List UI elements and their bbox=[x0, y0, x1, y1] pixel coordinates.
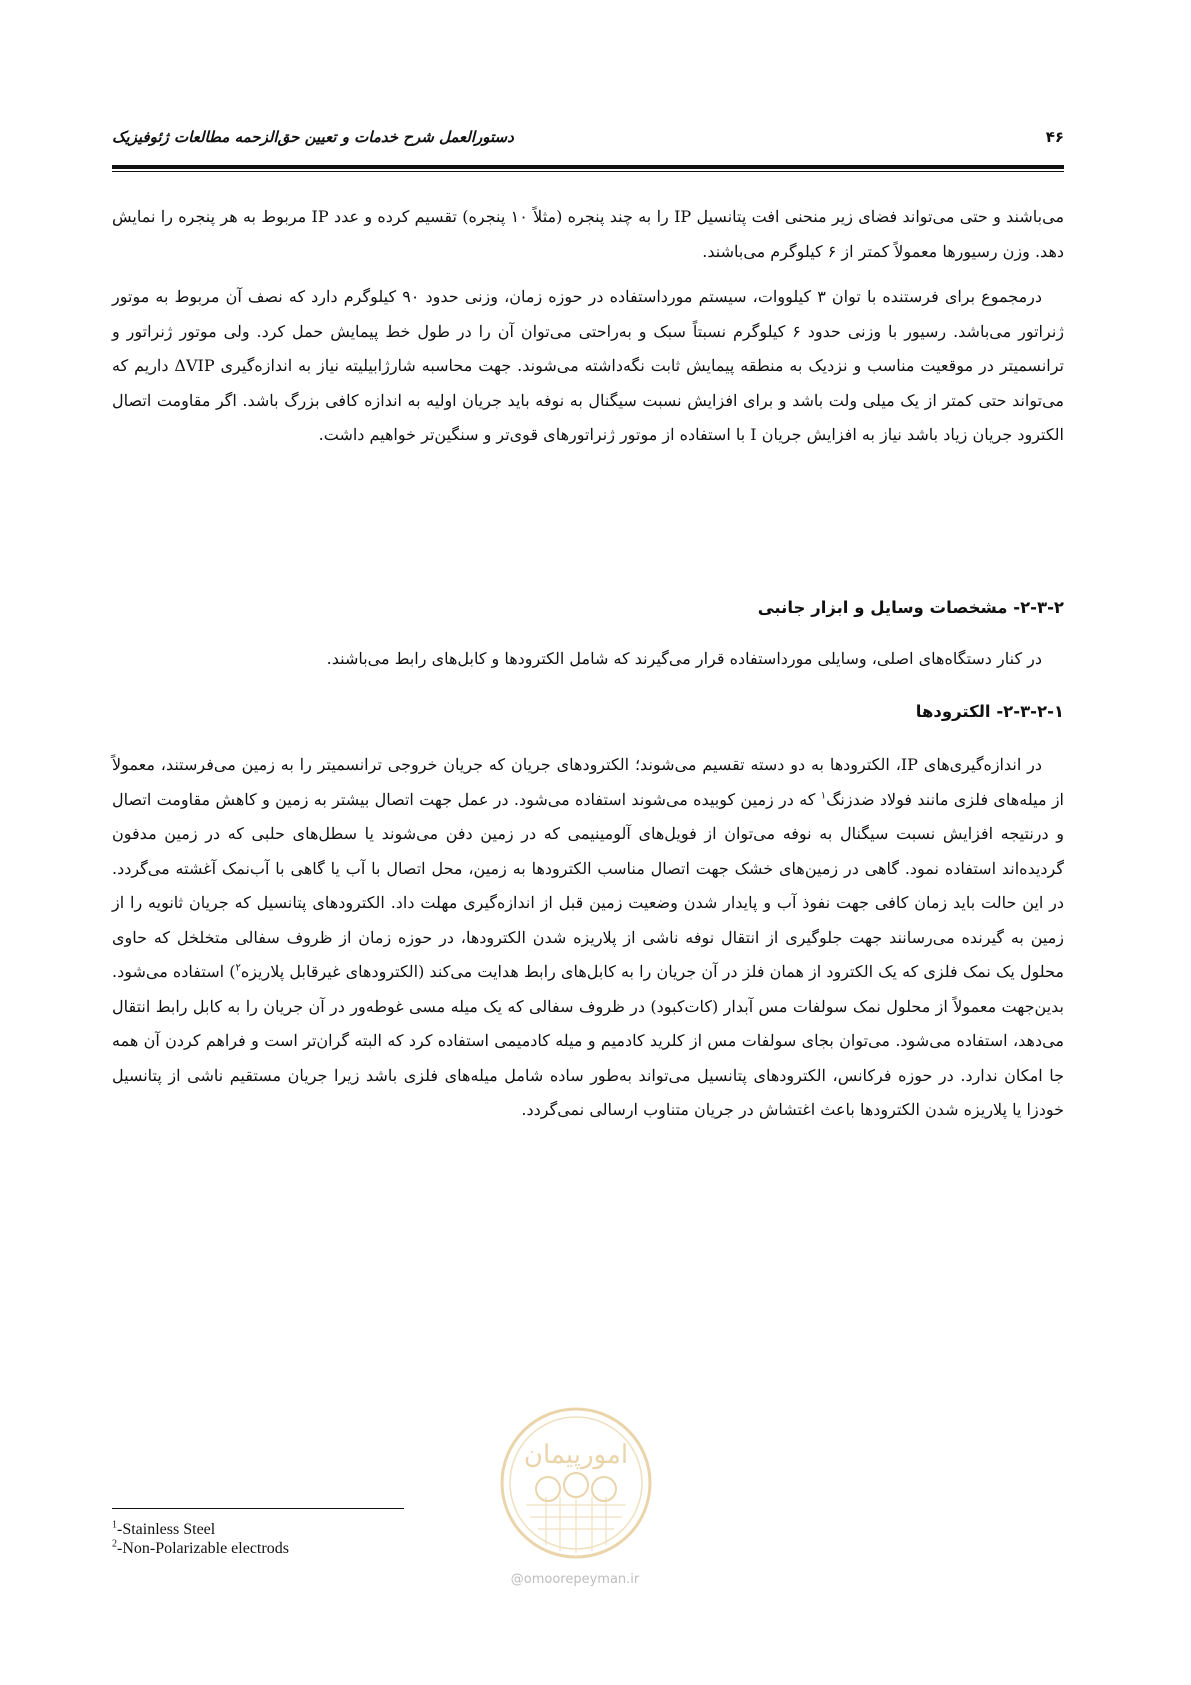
paragraph-2 bbox=[112, 280, 1064, 453]
section-heading-block bbox=[112, 598, 1064, 617]
seal-text: امورپیمان bbox=[523, 1440, 629, 1470]
watermark-caption: @omoorepeyman.ir bbox=[510, 1572, 640, 1587]
paragraph-1-block bbox=[112, 200, 1064, 269]
footnote-2-text: -Non-Polarizable electrods bbox=[117, 1540, 289, 1557]
paragraph-3 bbox=[112, 642, 1064, 677]
page-number: ۴۶ bbox=[1045, 128, 1064, 146]
paragraph-2-block bbox=[112, 280, 1064, 453]
subsection-heading: ۲-۳-۲-۱- الکترودها bbox=[915, 702, 1064, 721]
footnote-1-text: -Stainless Steel bbox=[117, 1521, 216, 1538]
footnote-2-number: 2 bbox=[112, 1538, 117, 1550]
footnote-2 bbox=[112, 1539, 289, 1558]
watermark-logo bbox=[498, 1405, 654, 1561]
seal-icon bbox=[498, 1405, 654, 1561]
section-heading: ۲-۳-۲- مشخصات وسایل و ابزار جانبی bbox=[757, 598, 1064, 617]
paragraph-4-text-a: در اندازه‌گیری‌های IP، الکترودها به دو دسته تقسیم می‌شوند؛ الکترودهای جریان که جریان خروجی ترانسمیتر را به زمین می‌فرستند، معمولاً از میله‌های فلزی مانند فولاد ضدزنگ bbox=[112, 755, 1065, 809]
header-rule bbox=[112, 165, 1064, 169]
paragraph-4-block bbox=[112, 748, 1064, 1128]
paragraph-4-text-b: که در زمین کوبیده می‌شوند استفاده می‌شود. در عمل جهت اتصال بیشتر به زمین و کاهش مقاومت اتصال و درنتیجه افزایش نسبت سیگنال به نوفه می‌توان از فویل‌های آلومینیمی که در زمین دفن می‌شوند یا سطل‌های حلبی که در زمین مدفون گردیده‌اند استفاده نمود. گاهی در زمین‌های خشک جهت اتصال مناسب الکترودها به زمین، محل اتصال با آب یا گاهی با آب‌نمک آغشته می‌گردد. در این حالت باید زمان کافی جهت نفوذ آب و پایدار شدن وضعیت زمین قبل از اندازه‌گیری مهلت داد. الکترودهای پتانسیل که جریان ثانویه را از زمین به گیرنده می‌رسانند جهت جلوگیری از انتقال نوفه ناشی از پلاریزه شدن الکترودها، در حوزه زمان از ظروف سفالی متخلخل که حاوی محلول یک نمک فلزی که یک الکترود از همان فلز در آن جریان را به کابل‌های رابط هدایت می‌کند (الکترودهای غیرقابل پلاریزه bbox=[112, 789, 1065, 981]
paragraph-2-text: درمجموع برای فرستنده با توان ۳ کیلووات، سیستم مورداستفاده در حوزه زمان، وزنی حدود ۹۰ کیلوگرم دارد که نصف آن مربوط به موتور ژنراتور می‌باشد. رسیور با وزنی حدود ۶ کیلوگرم نسبتاً سبک و به‌راحتی می‌توان آن را در طول خط پیمایش حمل کرد. ولی موتور ژنراتور و ترانسمیتر در موقعیت مناسب و نزدیک به منطقه پیمایش ثابت نگه‌داشته می‌شوند. جهت محاسبه شارژابیلیته نیاز به اندازه‌گیری ΔVIP داریم که می‌تواند حتی کمتر از یک میلی ولت باشد و برای افزایش نسبت سیگنال به نوفه باید جریان اولیه به اندازه کافی بزرگ باشد. اگر مقاومت اتصال الکترود جریان زیاد باشد نیاز به افزایش جریان I با استفاده از موتور ژنراتورهای قوی‌تر و سنگین‌تر خواهیم داشت. bbox=[112, 287, 1065, 444]
running-title: دستورالعمل شرح خدمات و تعیین حق‌الزحمه مطالعات ژئوفیزیک bbox=[112, 128, 514, 146]
footnote-1 bbox=[112, 1520, 289, 1539]
footnote-ref-1: ۱ bbox=[820, 790, 827, 802]
footnote-1-number: 1 bbox=[112, 1519, 117, 1531]
footnotes bbox=[112, 1520, 289, 1558]
footnote-rule bbox=[112, 1508, 404, 1509]
footnote-ref-2: ۲ bbox=[235, 962, 241, 974]
subsection-heading-block bbox=[112, 702, 1064, 721]
page-header bbox=[112, 128, 1064, 158]
paragraph-4 bbox=[112, 748, 1064, 1128]
header-rule-thin bbox=[112, 171, 1064, 172]
paragraph-3-text: در کنار دستگاه‌های اصلی، وسایلی مورداستفاده قرار می‌گیرند که شامل الکترودها و کابل‌های رابط می‌باشند. bbox=[326, 649, 1042, 668]
paragraph-1: می‌باشند و حتی می‌تواند فضای زیر منحنی افت پتانسیل IP را به چند پنجره (مثلاً ۱۰ پنجره) تقسیم کرده و عدد IP مربوط به هر پنجره را نمایش دهد. وزن رسیورها معمولاً کمتر از ۶ کیلوگرم می‌باشند. bbox=[112, 207, 1065, 261]
paragraph-3-block bbox=[112, 642, 1064, 677]
paragraph-4-text-c: ) استفاده می‌شود. بدین‌جهت معمولاً از محلول نمک سولفات مس آبدار (کات‌کبود) در ظروف سفالی که یک میله مسی غوطه‌ور در آن جریان را به کابل رابط انتقال می‌دهد، استفاده می‌شود. می‌توان بجای سولفات مس از کلرید کادمیم و میله کادمیمی استفاده کرد که البته گران‌تر است و فراهم کردن آن همه جا امکان ندارد. در حوزه فرکانس، الکترودهای پتانسیل می‌تواند به‌طور ساده شامل میله‌های فلزی باشد زیرا جریان مستقیم ناشی از پتانسیل خودزا یا پلاریزه شدن الکترودها باعث اغتشاش در جریان متناوب ارسالی نمی‌گردد. bbox=[112, 962, 1064, 1119]
